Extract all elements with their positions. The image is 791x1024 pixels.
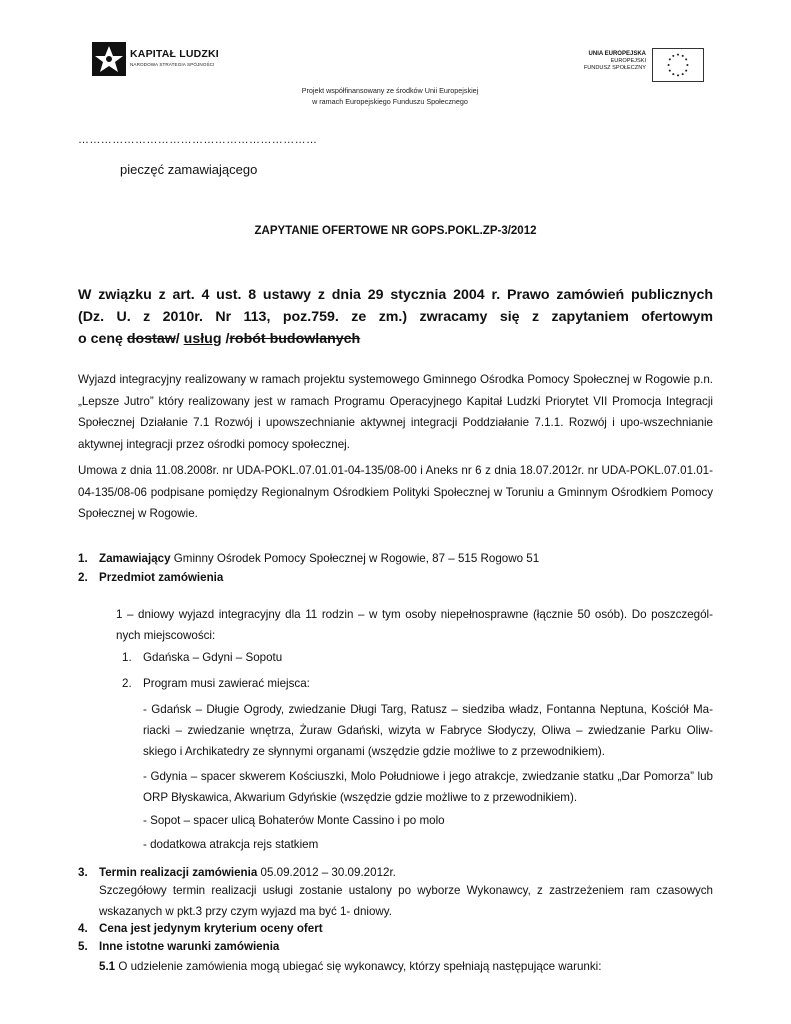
- item-1: [99, 550, 539, 567]
- document-title: ZAPYTANIE OFERTOWE NR GOPS.POKL.ZP-3/2012: [254, 225, 537, 237]
- lead-prefix: o cenę: [78, 331, 127, 347]
- sub-item-2-number: 2.: [122, 677, 132, 690]
- sub-item-2-text: Program musi zawierać miejsca:: [143, 677, 310, 690]
- item-5-1-number: 5.1: [99, 960, 116, 973]
- item-4-label: Cena jest jedynym kryterium oceny ofert: [99, 922, 323, 935]
- item-3-number: 3.: [78, 866, 88, 879]
- item-3-detail: Szczegółowy termin realizacji usługi zostanie ustalony po wyborze Wykonawcy, z zastrzeżeniem ram czasowych wskazanych w pkt.3 przy czym wyjazd ma być 1- dniowy.: [99, 884, 713, 918]
- item-5-1-text: O udzielenie zamówienia mogą ubiegać się wykonawcy, którzy spełniają następujące warunki:: [115, 960, 602, 973]
- item-1-label: Zamawiający: [99, 552, 171, 565]
- kapital-ludzki-logo: [80, 40, 226, 84]
- item-3: [99, 864, 396, 881]
- item-5-number: 5.: [78, 940, 88, 953]
- underlined-services: usług: [183, 331, 222, 347]
- item-2-label: Przedmiot zamówienia: [99, 571, 224, 584]
- sub-item-1-number: 1.: [122, 651, 132, 664]
- lead-line-3: [78, 328, 713, 350]
- agreement-paragraph: Umowa z dnia 11.08.2008r. nr UDA-POKL.07.01.01-04-135/08-00 i Aneks nr 6 z dnia 18.07.2012r. nr UDA-POKL.07.01.01-04-135/08-06 podpisane pomiędzy Regionalnym Ośrodkiem Polityki Społecznej w Toruniu a Gminnym Ośrodkiem Pomocy Społecznej w Rogowie.: [78, 464, 713, 520]
- stamp-dots: ………………………………………………………: [78, 134, 318, 146]
- struck-construction: robót budowlanych: [229, 331, 361, 347]
- extra-attraction: - dodatkowa atrakcja rejs statkiem: [143, 838, 319, 851]
- item-5: [99, 938, 279, 955]
- item-3-label: Termin realizacji zamówienia: [99, 866, 258, 879]
- eu-flag-icon: [652, 48, 704, 82]
- lead-sep-2: /: [221, 331, 230, 347]
- sopot-program: - Sopot – spacer ulicą Bohaterów Monte Cassino i po molo: [143, 814, 445, 827]
- item-3-dates: 05.09.2012 – 30.09.2012r.: [257, 866, 396, 879]
- project-description: Wyjazd integracyjny realizowany w ramach projektu systemowego Gminnego Ośrodka Pomocy Społecznej w Rogowie p.n.„Lepsze Jutro” który realizowany jest w ramach Programu Operacyjnego Kapitał Ludzki Priorytet VII Promocja Integracji Społecznej Działanie 7.1 Rozwój i upowszechnianie aktywnej integracji Poddziałanie 7.1.1. Rozwój i upo-wszechnianie aktywnej integracji przez ośrodki pomocy społecznej.: [78, 373, 713, 451]
- sub-item-1-text: Gdańska – Gdyni – Sopotu: [143, 651, 283, 664]
- item-2-number: 2.: [78, 571, 88, 584]
- item-5-1: [99, 958, 601, 975]
- item-1-text: Gminny Ośrodek Pomocy Społecznej w Rogowie, 87 – 515 Rogowo 51: [170, 552, 540, 565]
- eu-line-3: FUNDUSZ SPOŁECZNY: [583, 65, 646, 72]
- item-1-number: 1.: [78, 552, 88, 565]
- eu-line-2: EUROPEJSKI: [610, 58, 646, 65]
- lead-sep-1: /: [175, 331, 184, 347]
- eu-logo: [574, 48, 704, 82]
- gdynia-program: - Gdynia – spacer skwerem Kościuszki, Molo Południowe i jego atrakcje, zwiedzanie statku „Dar Pomorza” lub ORP Błyskawica, Akwarium Gdyńskie (wszędzie gdzie możliwe to z przewodnikiem).: [143, 770, 713, 804]
- logo-left-title: KAPITAŁ LUDZKI: [130, 48, 219, 60]
- subject-description: 1 – dniowy wyjazd integracyjny dla 11 rodzin – w tym osoby niepełnosprawne (łącznie 50 osób). Do poszczegól-nych miejscowości:: [116, 608, 713, 642]
- eu-line-1: UNIA EUROPEJSKA: [588, 51, 646, 57]
- lead-paragraph: [78, 284, 713, 350]
- item-4-number: 4.: [78, 922, 88, 935]
- eu-logo-text: [584, 51, 646, 73]
- struck-delivery: dostaw: [126, 331, 176, 347]
- cofinance-line-2: w ramach Europejskiego Funduszu Społecznego: [312, 97, 468, 106]
- lead-line-2: (Dz. U. z 2010r. Nr 113, poz.759. ze zm.) zwracamy się z zapytaniem ofertowym: [78, 309, 713, 325]
- lead-line-1: W związku z art. 4 ust. 8 ustawy z dnia 29 stycznia 2004 r. Prawo zamówień publicznych: [78, 287, 713, 303]
- gdansk-program: - Gdańsk – Długie Ogrody, zwiedzanie Długi Targ, Ratusz – siedziba władz, Fontanna Neptuna, Kościół Ma-riacki – zwiedzanie wnętrza, Żuraw Gdański, wizyta w Fabryce Słodyczy, Oliwa – zwiedzanie Parku Oliw-skiego i Archikatedry ze słynnymi organami (wszędzie gdzie możliwe to z przewodnikiem).: [143, 703, 713, 758]
- item-4: [99, 920, 323, 937]
- stamp-label: pieczęć zamawiającego: [120, 162, 258, 177]
- kapital-ludzki-emblem-icon: [92, 42, 126, 76]
- logo-left-subtitle: NARODOWA STRATEGIA SPÓJNOŚCI: [130, 62, 215, 67]
- item-5-label: Inne istotne warunki zamówienia: [99, 940, 280, 953]
- item-2: [99, 569, 223, 586]
- cofinance-line-1: Projekt współfinansowany ze środków Unii Europejskiej: [301, 86, 479, 95]
